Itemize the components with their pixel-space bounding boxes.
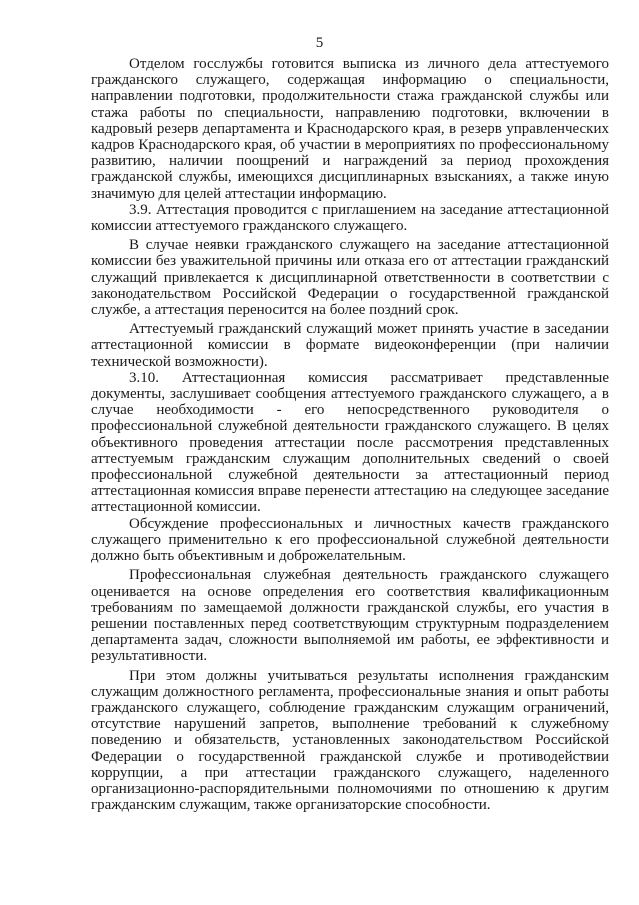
paragraph-evaluation-criteria: При этом должны учитываться результаты исполнения гражданским служащим должностного регламента, профессиональные знания и опыт работы гражданского служащего, соблюдение гражданским служащим ограничений, отсутствие нарушений запретов, выполнение требований к служебному поведению и обязательств, установленных законодательством Российской Федерации о государственной гражданской службе и противодействии коррупции, а при аттестации гражданского служащего, наделенного организационно-распорядительными полномочиями по отношению к другим гражданским служащим, также организаторские способности. — [91, 667, 609, 814]
document-body — [91, 56, 609, 813]
paragraph-videoconference: Аттестуемый гражданский служащий может принять участие в заседании аттестационной комиссии в формате видеоконференции (при наличии технической возможности). — [91, 321, 609, 370]
paragraph-extract-from-personal-file: Отделом госслужбы готовится выписка из личного дела аттестуемого гражданского служащего, содержащая информацию о специальности, направлении подготовки, продолжительности стажа гражданской службы или стажа работы по специальности, направлению подготовки, включении в кадровый резерв департамента и Краснодарского края, в резерв управленческих кадров Краснодарского края, об участии в мероприятиях по профессиональному развитию, наличии поощрений и награждений за период прохождения гражданской службы, имеющихся дисциплинарных взысканиях, а также иную значимую для целей аттестации информацию. — [91, 56, 609, 202]
paragraph-discussion-of-qualities: Обсуждение профессиональных и личностных качеств гражданского служащего применительно к его профессиональной служебной деятельности должно быть объективным и доброжелательным. — [91, 515, 609, 565]
paragraph-failure-to-appear: В случае неявки гражданского служащего на заседание аттестационной комиссии без уважительной причины или отказа его от аттестации гражданский служащий привлекается к дисциплинарной ответственности в соответствии с законодательством Российской Федерации о государственной гражданской службе, а аттестация переносится на более поздний срок. — [91, 237, 609, 319]
paragraph-3-10-commission-review: 3.10. Аттестационная комиссия рассматривает представленные документы, заслушивает сообщения аттестуемого гражданского служащего, а в случае необходимости - его непосредственного руководителя о профессиональной служебной деятельности гражданского служащего. В целях объективного проведения аттестации после рассмотрения представленных аттестуемым гражданским служащим дополнительных сведений о своей профессиональной служебной деятельности за аттестационный период аттестационная комиссия вправе перенести аттестацию на следующее заседание аттестационной комиссии. — [91, 369, 609, 516]
paragraph-professional-activity-evaluation: Профессиональная служебная деятельность гражданского служащего оценивается на основе определения его соответствия квалификационным требованиям по замещаемой должности гражданской службы, его участия в решении поставленных перед соответствующим структурным подразделением департамента задач, сложности выполняемой им работы, ее эффективности и результативности. — [91, 567, 609, 665]
paragraph-3-9-attestation-invitation: 3.9. Аттестация проводится с приглашением на заседание аттестационной комиссии аттестуемого гражданского служащего. — [91, 201, 609, 235]
page-number: 5 — [315, 35, 324, 51]
